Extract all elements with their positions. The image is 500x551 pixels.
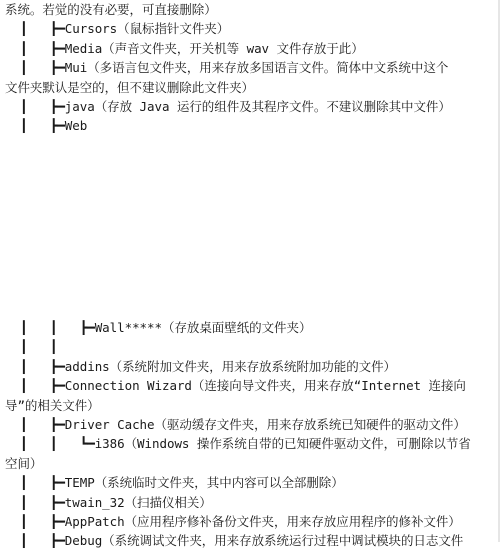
tree-item-twain32: ┃ ┣━twain_32（扫描仪相关） — [5, 494, 212, 510]
tree-item-mui-continued: 文件夹默认是空的，但不建议删除此文件夹） — [5, 79, 255, 95]
tree-item-i386-continued: 空间） — [5, 455, 43, 471]
tree-item-addins: ┃ ┣━addins（系统附加文件夹，用来存放系统附加功能的文件） — [5, 358, 397, 374]
tree-item-java: ┃ ┣━java（存放 Java 运行的组件及其程序文件。不建议删除其中文件） — [5, 98, 451, 114]
tree-item-connection-wizard: ┃ ┣━Connection Wizard（连接向导文件夹，用来存放“Internet 连接向 — [5, 378, 466, 394]
tree-item-connection-wizard-continued: 导”的相关文件） — [5, 397, 100, 413]
tree-item-wall: ┃ ┃ ┣━Wall*****（存放桌面壁纸的文件夹） — [5, 320, 312, 335]
tree-item-web: ┃ ┣━Web — [5, 118, 88, 134]
top-text-block — [5, 0, 485, 136]
bottom-text-block — [5, 318, 485, 551]
tree-item-cursors: ┃ ┣━Cursors（鼠标指针文件夹） — [5, 21, 230, 37]
tree-connector-line: ┃ ┃ — [5, 339, 58, 355]
tree-item-mui: ┃ ┣━Mui（多语言包文件夹，用来存放多国语言文件。简体中文系统中这个 — [5, 60, 449, 76]
tree-item-media: ┃ ┣━Media（声音文件夹，开关机等 wav 文件存放于此） — [5, 40, 364, 56]
tree-item-i386: ┃ ┃ ┗━i386（Windows 操作系统自带的已知硬件驱动文件，可删除以节省 — [5, 436, 471, 452]
tree-item-driver-cache: ┃ ┣━Driver Cache（驱动缓存文件夹，用来存放系统已知硬件的驱动文件） — [5, 416, 466, 432]
tree-item-temp: ┃ ┣━TEMP（系统临时文件夹，其中内容可以全部删除） — [5, 475, 344, 491]
tree-item-apppatch: ┃ ┣━AppPatch（应用程序修补备份文件夹，用来存放应用程序的修补文件） — [5, 513, 461, 529]
text-line: 系统。若觉的没有必要，可直接删除） — [5, 2, 217, 17]
tree-item-debug: ┃ ┣━Debug（系统调试文件夹，用来存放系统运行过程中调试模块的日志文件 — [5, 533, 464, 549]
